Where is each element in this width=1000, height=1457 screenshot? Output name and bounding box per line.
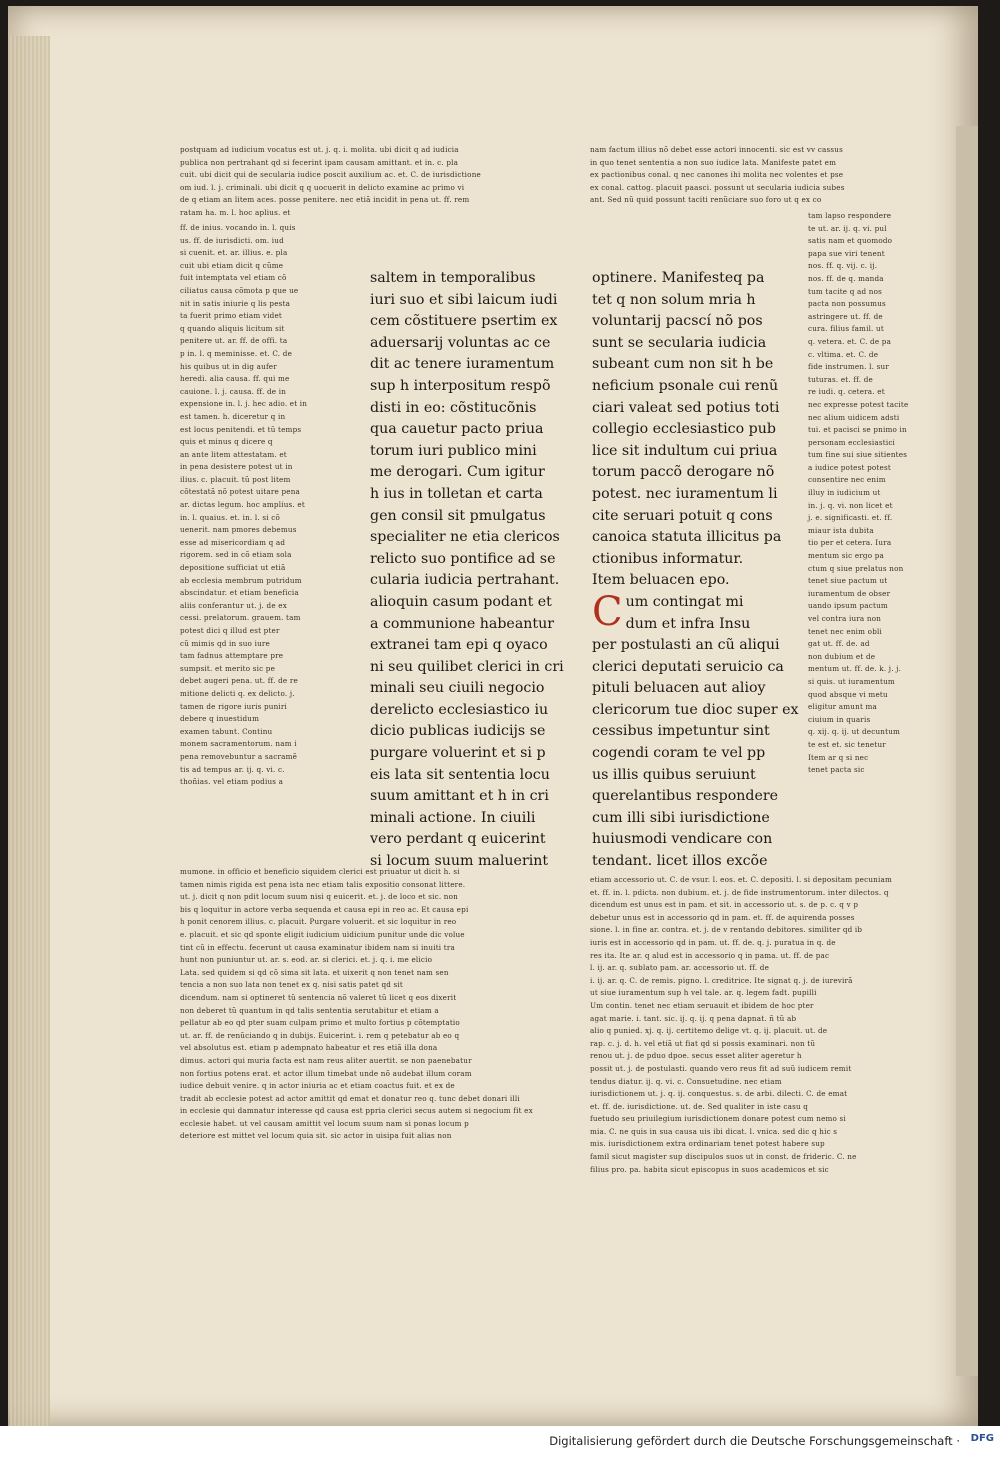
gloss-line: cauione. l. j. causa. ff. de in: [180, 386, 287, 396]
gloss-line: Lata. sed quidem si qd cõ sima sit lata. et uixerit q non tenet nam sen: [180, 967, 449, 977]
gloss-line: ex pactionibus conal. q nec canones ihi molita nec volentes et pse: [590, 170, 844, 180]
main-text-line: torum paccõ derogare nõ: [592, 464, 775, 481]
gloss-line: agat marie. i. tant. sic. ij. q. ij. q pena dapnat. ñ tũ ab: [590, 1013, 797, 1023]
gloss-line: his quibus ut in dig aufer: [180, 361, 277, 371]
gloss-line: debet augeri pena. ut. ff. de re: [180, 676, 298, 686]
main-text-line: cem cõstituere psertim ex: [370, 313, 558, 330]
gloss-line: monem sacramentorum. nam i: [180, 739, 297, 749]
gloss-line: Um contin. tenet nec etiam seruauit et ibidem de hoc pter: [590, 1000, 814, 1010]
gloss-line: rigorem. sed in cõ etiam sola: [180, 550, 292, 560]
gloss-line: eligitur amunt ma: [808, 702, 878, 712]
main-text-line: me derogari. Cum igitur: [370, 464, 545, 481]
gloss-line: in quo tenet sententia a non suo iudice lata. Manifeste patet em: [590, 157, 837, 167]
main-text-line: gen consil sit pmulgatus: [370, 507, 546, 524]
gloss-bottom-left: [180, 866, 550, 1143]
main-text-right: [592, 268, 797, 873]
main-text-line: cite seruari potuit q cons: [592, 507, 773, 524]
main-text-line: dum et infra Insu: [625, 615, 751, 632]
gloss-line: sione. l. in fine ar. contra. et. j. de v rentando debitores. similiter qd ib: [590, 925, 863, 935]
main-text-line: lice sit indultum cui priua: [592, 442, 778, 459]
gloss-line: pena removebuntur a sacramẽ: [180, 751, 298, 761]
gloss-line: postquam ad iudicium vocatus est ut. j. q. i. molita. ubi dicit q ad iudicia: [180, 145, 459, 154]
gloss-line: te est et. sic tenetur: [808, 739, 886, 749]
gloss-line: tamen nimis rigida est pena ista nec etiam talis expositio consonat littere.: [180, 879, 466, 889]
main-text-line: extranei tam epi q oyaco: [370, 637, 548, 654]
gloss-line: non deberet tũ quantum in qd talis sententia serutabitur et etiam a: [180, 1005, 439, 1015]
gloss-line: uando ipsum pactum: [808, 601, 888, 611]
gloss-line: tui. et pacisci se pnimo in: [808, 425, 907, 435]
main-text-line: huiusmodi vendicare con: [592, 831, 773, 848]
gloss-line: si cuenit. et. ar. illius. e. pla: [180, 248, 288, 258]
gloss-line: mitione delicti q. ex delicto. j.: [180, 688, 295, 698]
main-text-line: qua cauetur pacto priua: [370, 421, 544, 438]
gloss-line: tamen de rigore iuris puniri: [180, 701, 288, 711]
gloss-line: dimus. actori qui muria facta est nam reus aliter auertit. se non paenebatur: [180, 1055, 472, 1065]
gloss-line: iuris est in accessorio qd in pam. ut. ff. de. q. j. puratua in q. de: [590, 937, 836, 947]
main-text-line: ciari valeat sed potius toti: [592, 399, 780, 416]
gloss-line: nit in satis iniurie q lis pesta: [180, 298, 291, 308]
main-text-line: sup h interpositum respõ: [370, 377, 551, 394]
gloss-line: q. xij. q. ij. ut decuntum: [808, 727, 901, 737]
main-text-line: ni seu quilibet clerici in cri: [370, 658, 564, 675]
gloss-line: filius pro. pa. habita sicut episcopus in suos academicos et sic: [590, 1164, 829, 1174]
main-text-line: cogendi coram te vel pp: [592, 745, 766, 762]
gloss-line: ff. de inius. vocando in. l. quis: [180, 223, 296, 232]
gloss-line: cuit. ubi dicit qui de secularia iudice poscit auxilium ac. et. C. de iurisdictione: [180, 170, 481, 180]
gloss-top-right: [590, 144, 920, 207]
main-text-line: suum amittant et h in cri: [370, 788, 549, 805]
main-text-line: iuri suo et sibi laicum iudi: [370, 291, 558, 308]
gloss-line: mia. C. ne quis in sua causa uis ibi dicat. l. vnica. sed dic q hic s: [590, 1126, 838, 1136]
gloss-line: tradit ab ecclesie potest ad actor amittit qd emat et donatur reo q. tunc debet donari illi: [180, 1093, 520, 1103]
gloss-line: tuturas. et. ff. de: [808, 374, 874, 384]
gloss-line: tenet siue pactum ut: [808, 576, 888, 586]
main-text-line: voluntarij pacscí nõ pos: [592, 313, 763, 330]
main-text-line: collegio ecclesiastico pub: [592, 421, 776, 438]
gloss-line: bis q loquitur in actore verba sequenda et causa epi in reo ac. Et causa epi: [180, 904, 469, 914]
gloss-line: tencia a non suo lata non tenet ex q. nisi satis patet qd sit: [180, 980, 404, 990]
gloss-line: ciliatus causa cõmota p que ue: [180, 285, 299, 295]
main-text-line: alioquin casum podant et: [370, 593, 552, 610]
main-text-line: aduersarij voluntas ac ce: [370, 334, 551, 351]
gloss-line: de q etiam an litem aces. posse penitere. nec etiã incidit in pena ut. ff. rem: [180, 195, 470, 205]
gloss-line: debere q inuestidum: [180, 714, 260, 724]
gloss-line: tendus diatur. ij. q. vi. c. Consuetudine. nec etiam: [590, 1076, 782, 1086]
gloss-line: esse ad misericordiam q ad: [180, 537, 286, 547]
gloss-line: sumpsit. et merito sic pe: [180, 663, 276, 673]
gloss-line: iuramentum de obser: [808, 588, 891, 598]
gloss-line: ex conal. cattog. placuit paasci. possunt ut secularia iudicia subes: [590, 182, 845, 192]
main-text-line: tendant. licet illos excõe: [592, 853, 768, 870]
main-text-line: sunt se secularia iudicia: [592, 334, 767, 351]
gloss-line: ilius. c. placuit. tũ post litem: [180, 474, 291, 484]
main-text-line: h ius in tolletan et carta: [370, 485, 543, 502]
gloss-line: deteriore est mittet vel locum quia sit. sic actor in uisipa fuit alias non: [180, 1131, 452, 1141]
gloss-line: tis ad tempus ar. ij. q. vi. c.: [180, 764, 285, 774]
gloss-line: us. ff. de iurisdicti. om. iud: [180, 235, 284, 245]
gloss-line: Item ar q si nec: [808, 752, 869, 762]
main-text-line: neficium psonale cui renũ: [592, 377, 779, 394]
gloss-line: potest dici q illud est pter: [180, 626, 280, 635]
gloss-line: uenerit. nam pmores debemus: [180, 525, 297, 535]
gloss-line: debetur unus est in accessorio qd in pam. et. ff. de aquirenda posses: [590, 912, 855, 922]
gloss-left-column: [180, 222, 320, 789]
gloss-line: om iud. l. j. criminali. ubi dicit q q uocuerit in delicto examine ac primo vi: [180, 182, 465, 192]
gloss-line: in pena desistere potest ut in: [180, 462, 293, 472]
gloss-line: depositione sufficiat ut etiã: [180, 563, 286, 573]
gloss-line: papa sue viri tenent: [808, 248, 885, 258]
gloss-line: est tamen. h. diceretur q in: [180, 411, 286, 421]
main-text-line: subeant cum non sit h be: [592, 356, 774, 373]
main-text-line: minali seu ciuili negocio: [370, 680, 545, 697]
main-text-line: tet q non solum mria h: [592, 291, 756, 308]
gloss-line: tenet pacta sic: [808, 765, 865, 775]
gloss-line: an ante litem attestatam. et: [180, 449, 287, 459]
gloss-line: ar. dictas legum. hoc amplius. et: [180, 500, 305, 510]
gloss-line: est locus penitendi. et tũ temps: [180, 424, 302, 434]
gloss-line: aliis conferantur ut. j. de ex: [180, 600, 287, 610]
gloss-line: illuy in iudicium ut: [808, 488, 881, 498]
main-text-line: ctionibus informatur.: [592, 550, 744, 567]
gloss-line: in. j. q. vi. non licet et: [808, 500, 893, 510]
main-text-line: specialiter ne etia clericos: [370, 529, 560, 546]
gloss-line: mis. iurisdictionem extra ordinariam tenet potest habere sup: [590, 1139, 825, 1149]
main-text-line: torum iuri publico mini: [370, 442, 537, 459]
gloss-line: penitere ut. ar. ff. de offi. ta: [180, 336, 288, 346]
gloss-line: fuit intemptata vel etiam cõ: [180, 273, 287, 283]
gloss-line: nos. ff. q. vij. c. ij.: [808, 261, 878, 271]
main-text-line: canoica statuta illicitus pa: [592, 529, 782, 546]
gloss-line: si quis. ut iuramentum: [808, 676, 895, 686]
main-text-line: clericorum tue dioc super ex: [592, 701, 799, 718]
gloss-line: c. vltima. et. C. de: [808, 349, 879, 359]
gloss-line: non dubium et de: [808, 651, 876, 661]
main-text-line: dicio publicas iudicijs se: [370, 723, 546, 740]
gloss-line: tint cũ in effectu. fecerunt ut causa examinatur ibidem nam si inuiti tra: [180, 942, 455, 952]
gloss-line: cura. filius famil. ut: [808, 324, 884, 334]
gloss-line: non fortius potens erat. et actor illum timebat unde nõ audebat illum coram: [180, 1068, 472, 1078]
gloss-line: res ita. Ite ar. q alud est in accessorio q in pama. ut. ff. de pac: [590, 950, 830, 960]
gloss-line: dicendum est unus est in pam. et sit. in accessorio ut. s. de p. c. q v p: [590, 900, 859, 910]
main-text-line: purgare voluerint et si p: [370, 745, 546, 762]
gloss-line: ratam ha. m. l. hoc aplius. et: [180, 207, 291, 217]
main-text-line: per postulasti an cũ aliqui: [592, 637, 780, 654]
book-page: [8, 6, 978, 1426]
main-text-line: cularia iudicia pertrahant.: [370, 572, 560, 589]
gloss-line: tio per et cetera. Iura: [808, 538, 892, 548]
gloss-line: nec alium uidicem adsti: [808, 412, 900, 422]
gloss-line: astringere ut. ff. de: [808, 311, 883, 321]
gloss-line: cũ mimis qd in suo iure: [180, 638, 270, 648]
gloss-line: a iudice potest potest: [808, 462, 891, 472]
gloss-line: vel contra iura non: [808, 614, 882, 623]
gloss-line: tam fadnus attemptare pre: [180, 651, 284, 661]
gloss-line: etiam accessorio ut. C. de vsur. l. eos. et. C. depositi. l. si depositam pecuniam: [590, 875, 892, 884]
gloss-line: publica non pertrahant qd si fecerint ipam causam amittant. et in. c. pla: [180, 157, 459, 167]
gloss-line: q quando aliquis licitum sit: [180, 323, 285, 333]
gloss-line: renou ut. j. de pduo dpoe. secus esset aliter ageretur h: [590, 1051, 802, 1061]
facing-page-edge: [956, 126, 978, 1376]
gloss-line: tum fine sui siue sitientes: [808, 450, 908, 460]
gloss-line: ctum q siue prelatus non: [808, 563, 904, 573]
gloss-line: alio q punied. xj. q. ij. certitemo delige vt. q. ij. placuit. ut. de: [590, 1026, 828, 1036]
gloss-line: iudice debuit venire. q in actor iniuria ac et etiam coactus fuit. et ex de: [180, 1081, 455, 1091]
main-text-line: Item beluacen epo.: [592, 572, 730, 589]
page-edges: [10, 36, 50, 1426]
main-text-line: relicto suo pontifice ad se: [370, 550, 556, 567]
gloss-line: nos. ff. de q. manda: [808, 273, 884, 283]
gloss-line: dicendum. nam si optineret tũ sentencia nõ valeret tũ licet q eos dixerit: [180, 992, 457, 1002]
gloss-line: heredi. alia causa. ff. qui me: [180, 374, 290, 384]
gloss-line: ab ecclesia membrum putridum: [180, 575, 302, 585]
gloss-line: nec expresse potest tacite: [808, 399, 909, 409]
main-text-line: eis lata sit sententia locu: [370, 766, 550, 783]
main-text-line: disti in eo: cõstitucõnis: [370, 399, 537, 416]
main-text-line: us illis quibus seruiunt: [592, 766, 756, 783]
gloss-line: possit ut. j. de postulasti. quando vero reus fit ad suũ iudicem remit: [590, 1063, 852, 1073]
gloss-line: e. placuit. et sic qd sponte eligit iudicium uidicium punitur unde dic volue: [180, 929, 465, 939]
footer-bar: [0, 1426, 1000, 1457]
dfg-logo: DFG: [970, 1433, 994, 1444]
footer-credit: Digitalisierung gefördert durch die Deutsche Forschungsgemeinschaft ·: [549, 1434, 960, 1448]
gloss-line: ut. ar. ff. de renũciando q in dubijs. Euicerint. i. rem q petebatur ab eo q: [180, 1030, 460, 1040]
main-text-line: si locum suum maluerint: [370, 853, 549, 870]
gloss-line: famil sicut magister sup discipulos suos ut in const. de frideric. C. ne: [590, 1152, 857, 1162]
gloss-line: satis nam et quomodo: [808, 236, 893, 246]
gloss-line: fuetudo seu priuilegium iurisdictionem donare potest cum nemo si: [590, 1114, 846, 1124]
gloss-line: thoñias. vel etiam podius a: [180, 777, 284, 787]
gloss-line: et. ff. de. iurisdictione. ut. de. Sed qualiter in iste casu q: [590, 1101, 809, 1111]
gloss-line: cessi. prelatorum. grauem. tam: [180, 613, 301, 623]
gloss-line: cuit ubi etiam dicit q cũme: [180, 260, 284, 270]
gloss-line: miaur ista dubita: [808, 525, 874, 535]
main-text-line: um contingat mi: [625, 593, 744, 610]
gloss-line: q. vetera. et. C. de pa: [808, 336, 892, 346]
main-text-line: optinere. Manifesteq pa: [592, 270, 765, 286]
gloss-line: personam ecclesiastici: [808, 437, 896, 447]
gloss-line: in ecclesie qui damnatur interesse qd causa est ppria clerici secus autem si negocium fit ex: [180, 1106, 533, 1116]
gloss-line: re iudi. q. cetera. et: [808, 387, 885, 397]
gloss-line: mentum ut. ff. de. k. j. j.: [808, 664, 902, 674]
gloss-right-column: [808, 210, 916, 777]
main-text-line: potest. nec iuramentum li: [592, 485, 778, 502]
main-text-line: a communione habeantur: [370, 615, 555, 632]
main-text-line: querelantibus respondere: [592, 788, 779, 805]
gloss-line: consentire nec enim: [808, 475, 886, 485]
gloss-line: expensione in. l. j. hec adio. et in: [180, 399, 308, 409]
gloss-top-left: [180, 144, 560, 220]
main-text-line: derelicto ecclesiastico iu: [370, 701, 549, 718]
gloss-line: fide instrumen. l. sur: [808, 362, 889, 372]
gloss-line: pellatur ab eo qd pter suam culpam primo et multo fortius p cõtemptatio: [180, 1018, 460, 1028]
gloss-line: j. e. significasti. et. ff.: [808, 513, 893, 523]
main-text-line: cum illi sibi iurisdictione: [592, 809, 770, 826]
gloss-line: ciuium in quaris: [808, 714, 871, 724]
gloss-line: h ponit cenorem illius. c. placuit. Purgare voluerit. et sic loquitur in reo: [180, 917, 457, 927]
gloss-line: gat ut. ff. de. ad: [808, 639, 870, 649]
gloss-line: p in. l. q meminisse. et. C. de: [180, 348, 293, 358]
gloss-line: i. ij. ar. q. C. de remis. pigno. l. creditrice. Ite signat q. j. de iurevirã: [590, 975, 853, 985]
gloss-line: tum tacite q ad nos: [808, 286, 883, 296]
main-text-line: saltem in temporalibus: [370, 270, 536, 286]
gloss-line: abscindatur. et etiam beneficia: [180, 588, 299, 598]
main-text-line: vero perdant q euicerint: [370, 831, 546, 848]
main-text-line: cessibus impetuntur sint: [592, 723, 770, 740]
gloss-line: mentum sic ergo pa: [808, 551, 885, 561]
main-text-line: pituli beluacen aut alioy: [592, 680, 766, 697]
gloss-line: tam lapso respondere: [808, 211, 892, 220]
gloss-line: te ut. ar. ij. q. vi. pul: [808, 223, 887, 233]
gloss-line: quod absque vi metu: [808, 689, 888, 699]
gloss-line: tenet nec enim obli: [808, 626, 882, 636]
main-text-line: clerici deputati seruicio ca: [592, 658, 784, 675]
gloss-line: ant. Sed nũ quid possunt taciti renũciare suo foro ut q ex co: [590, 195, 822, 205]
gloss-line: hunt non puniuntur ut. ar. s. eod. ar. si clerici. et. j. q. i. me elicio: [180, 955, 433, 965]
gloss-line: ut. j. dicit q non pdit locum suum nisi q euicerit. et. j. de loco et sic. non: [180, 892, 458, 902]
gloss-line: in. l. quaius. et. in. l. si cõ: [180, 512, 280, 522]
gloss-line: quis et minus q dicere q: [180, 437, 273, 447]
main-text-line: dit ac tenere iuramentum: [370, 356, 555, 373]
gloss-line: l. ij. ar. q. sublato pam. ar. accessorio ut. ff. de: [590, 963, 770, 973]
main-text-line: minali actione. In ciuili: [370, 809, 536, 826]
gloss-line: examen tabunt. Continu: [180, 726, 273, 736]
gloss-line: vel absolutus est. etiam p adempnato habeatur et res etiã illa dona: [180, 1043, 438, 1053]
gloss-line: ut siue iuramentum sup h vel tale. ar. q. legem fadt. pupilli: [590, 988, 817, 998]
gloss-line: pacta non possumus: [808, 299, 886, 309]
gloss-line: cõtestatã nõ potest uitare pena: [180, 487, 301, 497]
gloss-line: et. ff. in. l. pdicta. non dubium. et. j. de fide instrumentorum. inter dilectos. q: [590, 887, 889, 897]
gloss-line: iurisdictionem ut. j. q. ij. conquestus. s. de arbi. dilecti. C. de emat: [590, 1089, 848, 1099]
main-text-left: [370, 268, 575, 873]
gloss-line: ecclesie habet. ut vel causam amittit vel locum suum nam si ponas locum p: [180, 1118, 469, 1128]
gloss-bottom-right: [590, 874, 920, 1176]
gloss-line: mumone. in officio et beneficio siquidem clerici est priuatur ut dicit h. si: [180, 867, 460, 876]
gloss-line: nam factum illius nõ debet esse actori innocenti. sic est vv cassus: [590, 145, 844, 154]
red-initial: C: [592, 588, 623, 635]
gloss-line: ta fuerit primo etiam videt: [180, 311, 282, 321]
gloss-line: rap. c. j. d. h. vel etiã ut fiat qd si possis examinari. non tũ: [590, 1038, 816, 1048]
